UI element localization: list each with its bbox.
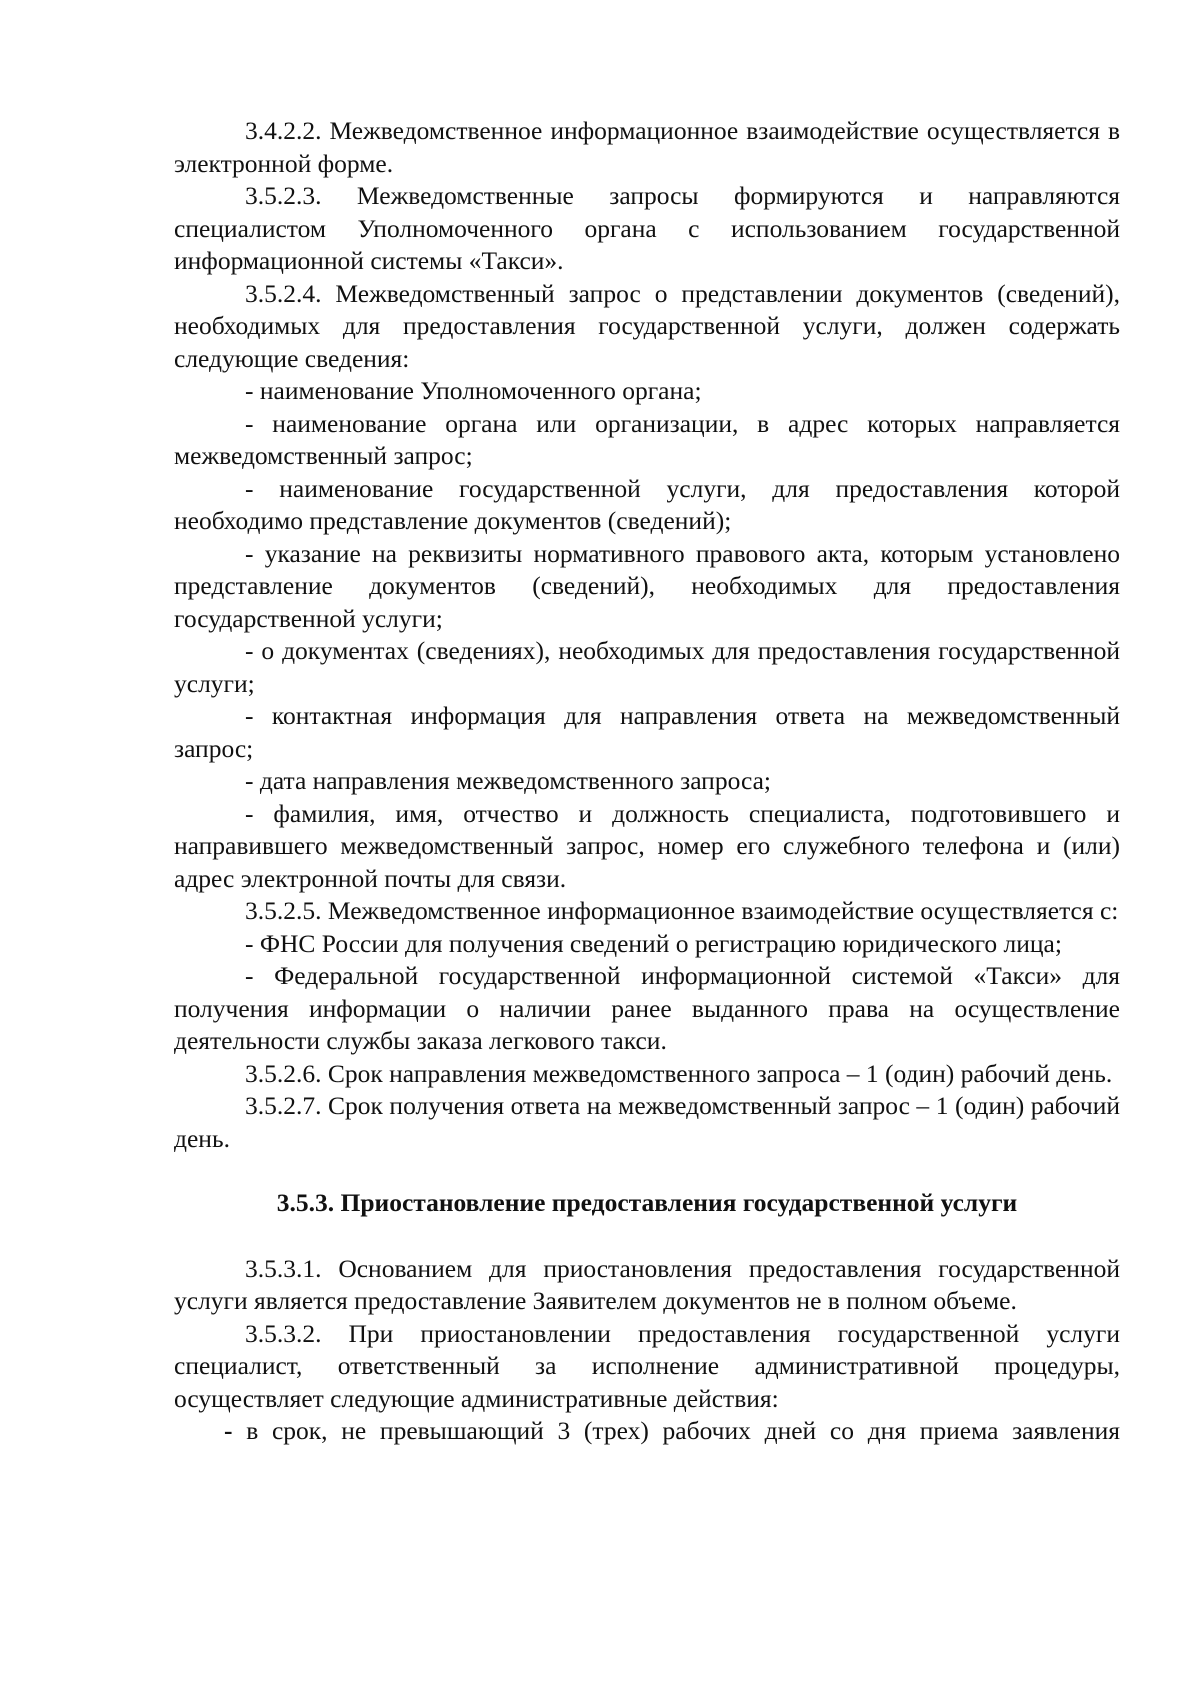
list-item-service-name: - наименование государственной услуги, для предоставления которой необходимо представление документов (сведений); bbox=[174, 473, 1120, 535]
list-item-taxi-system: - Федеральной государственной информационной системой «Такси» для получения информации о наличии ранее выданного права на осуществление деятельности службы заказа легкового такси. bbox=[174, 961, 1120, 1055]
list-item-legal-act: - указание на реквизиты нормативного правового акта, которым установлено представление документов (сведений), необходимых для предоставления государственной услуги; bbox=[174, 538, 1120, 633]
list-item-contact-info: - контактная информация для направления ответа на межведомственный запрос; bbox=[174, 701, 1120, 763]
list-item-request-date: - дата направления межведомственного запроса; bbox=[245, 766, 771, 795]
list-item-documents: - о документах (сведениях), необходимых для предоставления государственной услуги; bbox=[174, 636, 1120, 698]
list-item-authority-name: - наименование Уполномоченного органа; bbox=[245, 376, 702, 405]
list-item-specialist: - фамилия, имя, отчество и должность специалиста, подготовившего и направившего межведомственный запрос, номер его служебного телефона и (или) адрес электронной почты для связи. bbox=[174, 798, 1120, 893]
paragraph-3-5-3-1: 3.5.3.1. Основанием для приостановления предоставления государственной услуги является предоставление Заявителем документов не в полном объеме. bbox=[174, 1253, 1120, 1315]
paragraph-3-5-2-5: 3.5.2.5. Межведомственное информационное взаимодействие осуществляется с: bbox=[245, 896, 1119, 925]
section-heading-3-5-3: 3.5.3. Приостановление предоставления государственной услуги bbox=[276, 1188, 1018, 1217]
paragraph-3-5-3-2: 3.5.3.2. При приостановлении предоставления государственной услуги специалист, ответственный за исполнение административной процедуры, осуществляет следующие административные действия: bbox=[174, 1318, 1120, 1413]
list-item-recipient-name: - наименование органа или организации, в адрес которых направляется межведомственный запрос; bbox=[174, 408, 1120, 470]
paragraph-3-5-2-7: 3.5.2.7. Срок получения ответа на межведомственный запрос – 1 (один) рабочий день. bbox=[174, 1091, 1120, 1153]
list-item-deadline-text: в срок, не превышающий 3 (трех) рабочих дней со дня приема заявления bbox=[232, 1416, 1120, 1445]
list-dash: - bbox=[224, 1416, 233, 1445]
paragraph-3-4-2-2: 3.4.2.2. Межведомственное информационное взаимодействие осуществляется в электронной форме. bbox=[174, 116, 1120, 178]
list-item-deadline bbox=[174, 1415, 1120, 1448]
paragraph-3-5-2-3: 3.5.2.3. Межведомственные запросы формируются и направляются специалистом Уполномоченного органа с использованием государственной информационной системы «Такси». bbox=[174, 181, 1120, 275]
paragraph-3-5-2-4: 3.5.2.4. Межведомственный запрос о представлении документов (сведений), необходимых для предоставления государственной услуги, должен содержать следующие сведения: bbox=[174, 278, 1120, 373]
paragraph-3-5-2-6: 3.5.2.6. Срок направления межведомственного запроса – 1 (один) рабочий день. bbox=[245, 1058, 1113, 1088]
document-page bbox=[174, 115, 1120, 1448]
list-item-fns: - ФНС России для получения сведений о регистрацию юридического лица; bbox=[245, 928, 1062, 958]
